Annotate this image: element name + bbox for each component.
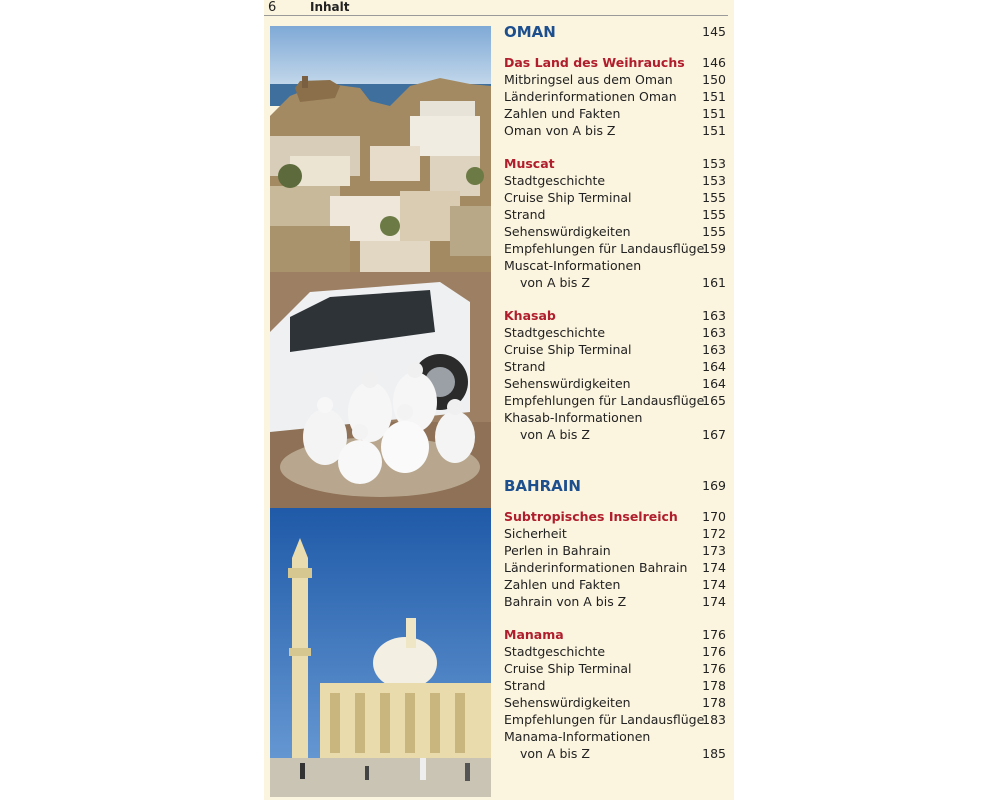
toc-page-number: 170 (702, 509, 726, 524)
toc-entry-row (504, 358, 726, 375)
toc-label: Perlen in Bahrain (504, 543, 611, 558)
men-sitting-by-car-photo (270, 272, 491, 508)
toc-page-number: 155 (702, 190, 726, 205)
toc-entry-row (504, 172, 726, 189)
toc-entry-row (504, 643, 726, 660)
toc-page-number: 176 (702, 661, 726, 676)
toc-label: von A bis Z (520, 427, 590, 442)
toc-page-number: 174 (702, 594, 726, 609)
toc-page-number: 163 (702, 308, 726, 323)
toc-entry-row (504, 728, 726, 745)
toc-entry-row (504, 105, 726, 122)
toc-page-number: 176 (702, 644, 726, 659)
toc-page-number: 146 (702, 55, 726, 70)
toc-page-number: 145 (702, 24, 726, 39)
toc-entry-row (504, 559, 726, 576)
toc-sub-row (504, 426, 726, 443)
toc-entry-row (504, 189, 726, 206)
mosque-photo (270, 508, 491, 797)
toc-label: Manama-Informationen (504, 729, 651, 744)
toc-label: Sehenswürdigkeiten (504, 224, 631, 239)
toc-label: Sehenswürdigkeiten (504, 376, 631, 391)
toc-entry-row (504, 122, 726, 139)
toc-entry-row (504, 525, 726, 542)
toc-entry-row (504, 593, 726, 610)
toc-label: Strand (504, 207, 546, 222)
toc-page-number: 151 (702, 89, 726, 104)
toc-page-number: 185 (702, 746, 726, 761)
toc-entry-row (504, 660, 726, 677)
toc-page-number: 172 (702, 526, 726, 541)
toc-label: Stadtgeschichte (504, 325, 606, 340)
page-header (264, 0, 734, 16)
toc-label: Empfehlungen für Landausflüge (504, 241, 705, 256)
toc-label: Oman von A bis Z (504, 123, 616, 138)
toc-label: Subtropisches Inselreich (504, 509, 678, 524)
toc-entry-row (504, 257, 726, 274)
toc-page-number: 150 (702, 72, 726, 87)
toc-page-number: 163 (702, 342, 726, 357)
header-rule (264, 15, 728, 16)
toc-label: Zahlen und Fakten (504, 577, 621, 592)
toc-entry-row (504, 694, 726, 711)
toc-label: Bahrain von A bis Z (504, 594, 627, 609)
toc-label: Sicherheit (504, 526, 567, 541)
toc-entry-row (504, 341, 726, 358)
toc-label: Empfehlungen für Landausflüge (504, 393, 705, 408)
toc-label: Das Land des Weihrauchs (504, 55, 685, 70)
toc-page-number: 178 (702, 695, 726, 710)
toc-entry-row (504, 71, 726, 88)
toc-page-number: 161 (702, 275, 726, 290)
toc-page-number: 174 (702, 560, 726, 575)
toc-page-number: 159 (702, 241, 726, 256)
toc-chapter-row (504, 155, 726, 172)
toc-label: Strand (504, 359, 546, 374)
toc-entry-row (504, 711, 726, 728)
toc-label: Stadtgeschichte (504, 644, 606, 659)
toc-page-number: 176 (702, 627, 726, 642)
toc-section-row (504, 476, 726, 496)
toc-label: BAHRAIN (504, 477, 581, 495)
toc-chapter-row (504, 626, 726, 643)
toc-label: Empfehlungen für Landausflüge (504, 712, 705, 727)
toc-entry-row (504, 206, 726, 223)
toc-page-number: 155 (702, 224, 726, 239)
toc-chapter-row (504, 307, 726, 324)
toc-page-number: 173 (702, 543, 726, 558)
toc-chapter-row (504, 54, 726, 71)
toc-entry-row (504, 409, 726, 426)
toc-entry-row (504, 392, 726, 409)
toc-entry-row (504, 324, 726, 341)
toc-label: Länderinformationen Oman (504, 89, 677, 104)
toc-page-number: 153 (702, 173, 726, 188)
toc-page-number: 153 (702, 156, 726, 171)
toc-page-number: 163 (702, 325, 726, 340)
toc-label: Khasab (504, 308, 556, 323)
toc-page-number: 178 (702, 678, 726, 693)
toc-label: Mitbringsel aus dem Oman (504, 72, 673, 87)
toc-page-number: 164 (702, 359, 726, 374)
toc-sub-row (504, 274, 726, 291)
toc-entry-row (504, 240, 726, 257)
toc-label: Cruise Ship Terminal (504, 661, 632, 676)
toc-entry-row (504, 88, 726, 105)
toc-label: von A bis Z (520, 275, 590, 290)
toc-label: Stadtgeschichte (504, 173, 606, 188)
toc-page-number: 169 (702, 478, 726, 493)
toc-label: Manama (504, 627, 564, 642)
toc-entry-row (504, 677, 726, 694)
toc-entry-row (504, 223, 726, 240)
toc-page-number: 174 (702, 577, 726, 592)
toc-sub-row (504, 745, 726, 762)
toc-entry-row (504, 576, 726, 593)
page-number: 6 (268, 0, 277, 15)
toc-label: Muscat-Informationen (504, 258, 642, 273)
toc-entry-row (504, 375, 726, 392)
toc-page-number: 155 (702, 207, 726, 222)
toc-label: Länderinformationen Bahrain (504, 560, 688, 575)
toc-page-number: 165 (702, 393, 726, 408)
toc-page-number: 167 (702, 427, 726, 442)
toc-label: Strand (504, 678, 546, 693)
oman-city-harbor-photo (270, 26, 491, 272)
toc-label: OMAN (504, 23, 556, 41)
toc-label: Zahlen und Fakten (504, 106, 621, 121)
running-title: Inhalt (310, 0, 350, 14)
toc-page-number: 183 (702, 712, 726, 727)
toc-chapter-row (504, 508, 726, 525)
toc-label: Sehenswürdigkeiten (504, 695, 631, 710)
toc-entry-row (504, 542, 726, 559)
toc-label: Cruise Ship Terminal (504, 190, 632, 205)
toc-page-number: 151 (702, 123, 726, 138)
toc-label: Muscat (504, 156, 555, 171)
toc-label: Cruise Ship Terminal (504, 342, 632, 357)
toc-page-number: 164 (702, 376, 726, 391)
toc-section-row (504, 22, 726, 42)
toc-label: Khasab-Informationen (504, 410, 643, 425)
toc-label: von A bis Z (520, 746, 590, 761)
toc-page-number: 151 (702, 106, 726, 121)
